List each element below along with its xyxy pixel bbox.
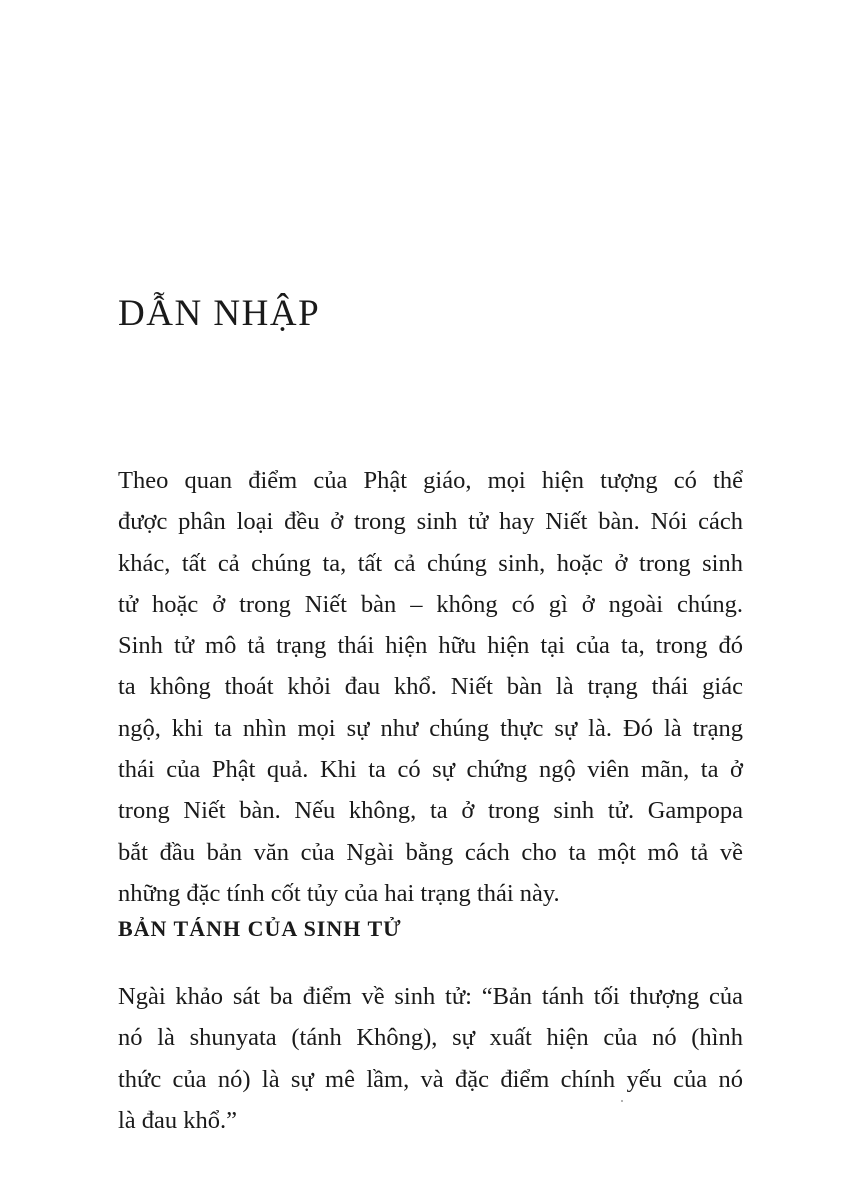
section-line: nó là shunyata (tánh Không), sự xuất hiện của nó (hình bbox=[118, 1024, 743, 1052]
section-line: Ngài khảo sát ba điểm về sinh tử: “Bản tánh tối thượng của bbox=[118, 983, 743, 1010]
section-line: thức của nó) là sự mê lầm, và đặc điểm chính yếu của nó bbox=[118, 1065, 743, 1093]
intro-line: khác, tất cả chúng ta, tất cả chúng sinh, hoặc ở trong sinh bbox=[118, 549, 743, 577]
intro-line: Sinh tử mô tả trạng thái hiện hữu hiện tại của ta, trong đó bbox=[118, 632, 743, 660]
scan-speck bbox=[621, 1100, 623, 1102]
intro-line: thái của Phật quả. Khi ta có sự chứng ngộ viên mãn, ta ở bbox=[118, 756, 743, 784]
section-paragraph bbox=[118, 976, 743, 1141]
intro-line: được phân loại đều ở trong sinh tử hay Niết bàn. Nói cách bbox=[118, 508, 743, 536]
intro-paragraph bbox=[118, 460, 743, 914]
intro-line: bắt đầu bản văn của Ngài bằng cách cho ta một mô tả về bbox=[118, 838, 743, 866]
intro-line: ta không thoát khỏi đau khổ. Niết bàn là trạng thái giác bbox=[118, 673, 743, 701]
intro-line: trong Niết bàn. Nếu không, ta ở trong sinh tử. Gampopa bbox=[118, 797, 743, 825]
intro-line: tử hoặc ở trong Niết bàn – không có gì ở ngoài chúng. bbox=[118, 590, 743, 618]
intro-line: những đặc tính cốt tủy của hai trạng thái này. bbox=[118, 879, 560, 907]
intro-line: Theo quan điểm của Phật giáo, mọi hiện tượng có thể bbox=[118, 467, 743, 494]
chapter-title: DẪN NHẬP bbox=[118, 293, 321, 334]
intro-line: ngộ, khi ta nhìn mọi sự như chúng thực sự là. Đó là trạng bbox=[118, 714, 743, 742]
section-heading: BẢN TÁNH CỦA SINH TỬ bbox=[118, 916, 402, 941]
section-line: là đau khổ.” bbox=[118, 1106, 238, 1134]
